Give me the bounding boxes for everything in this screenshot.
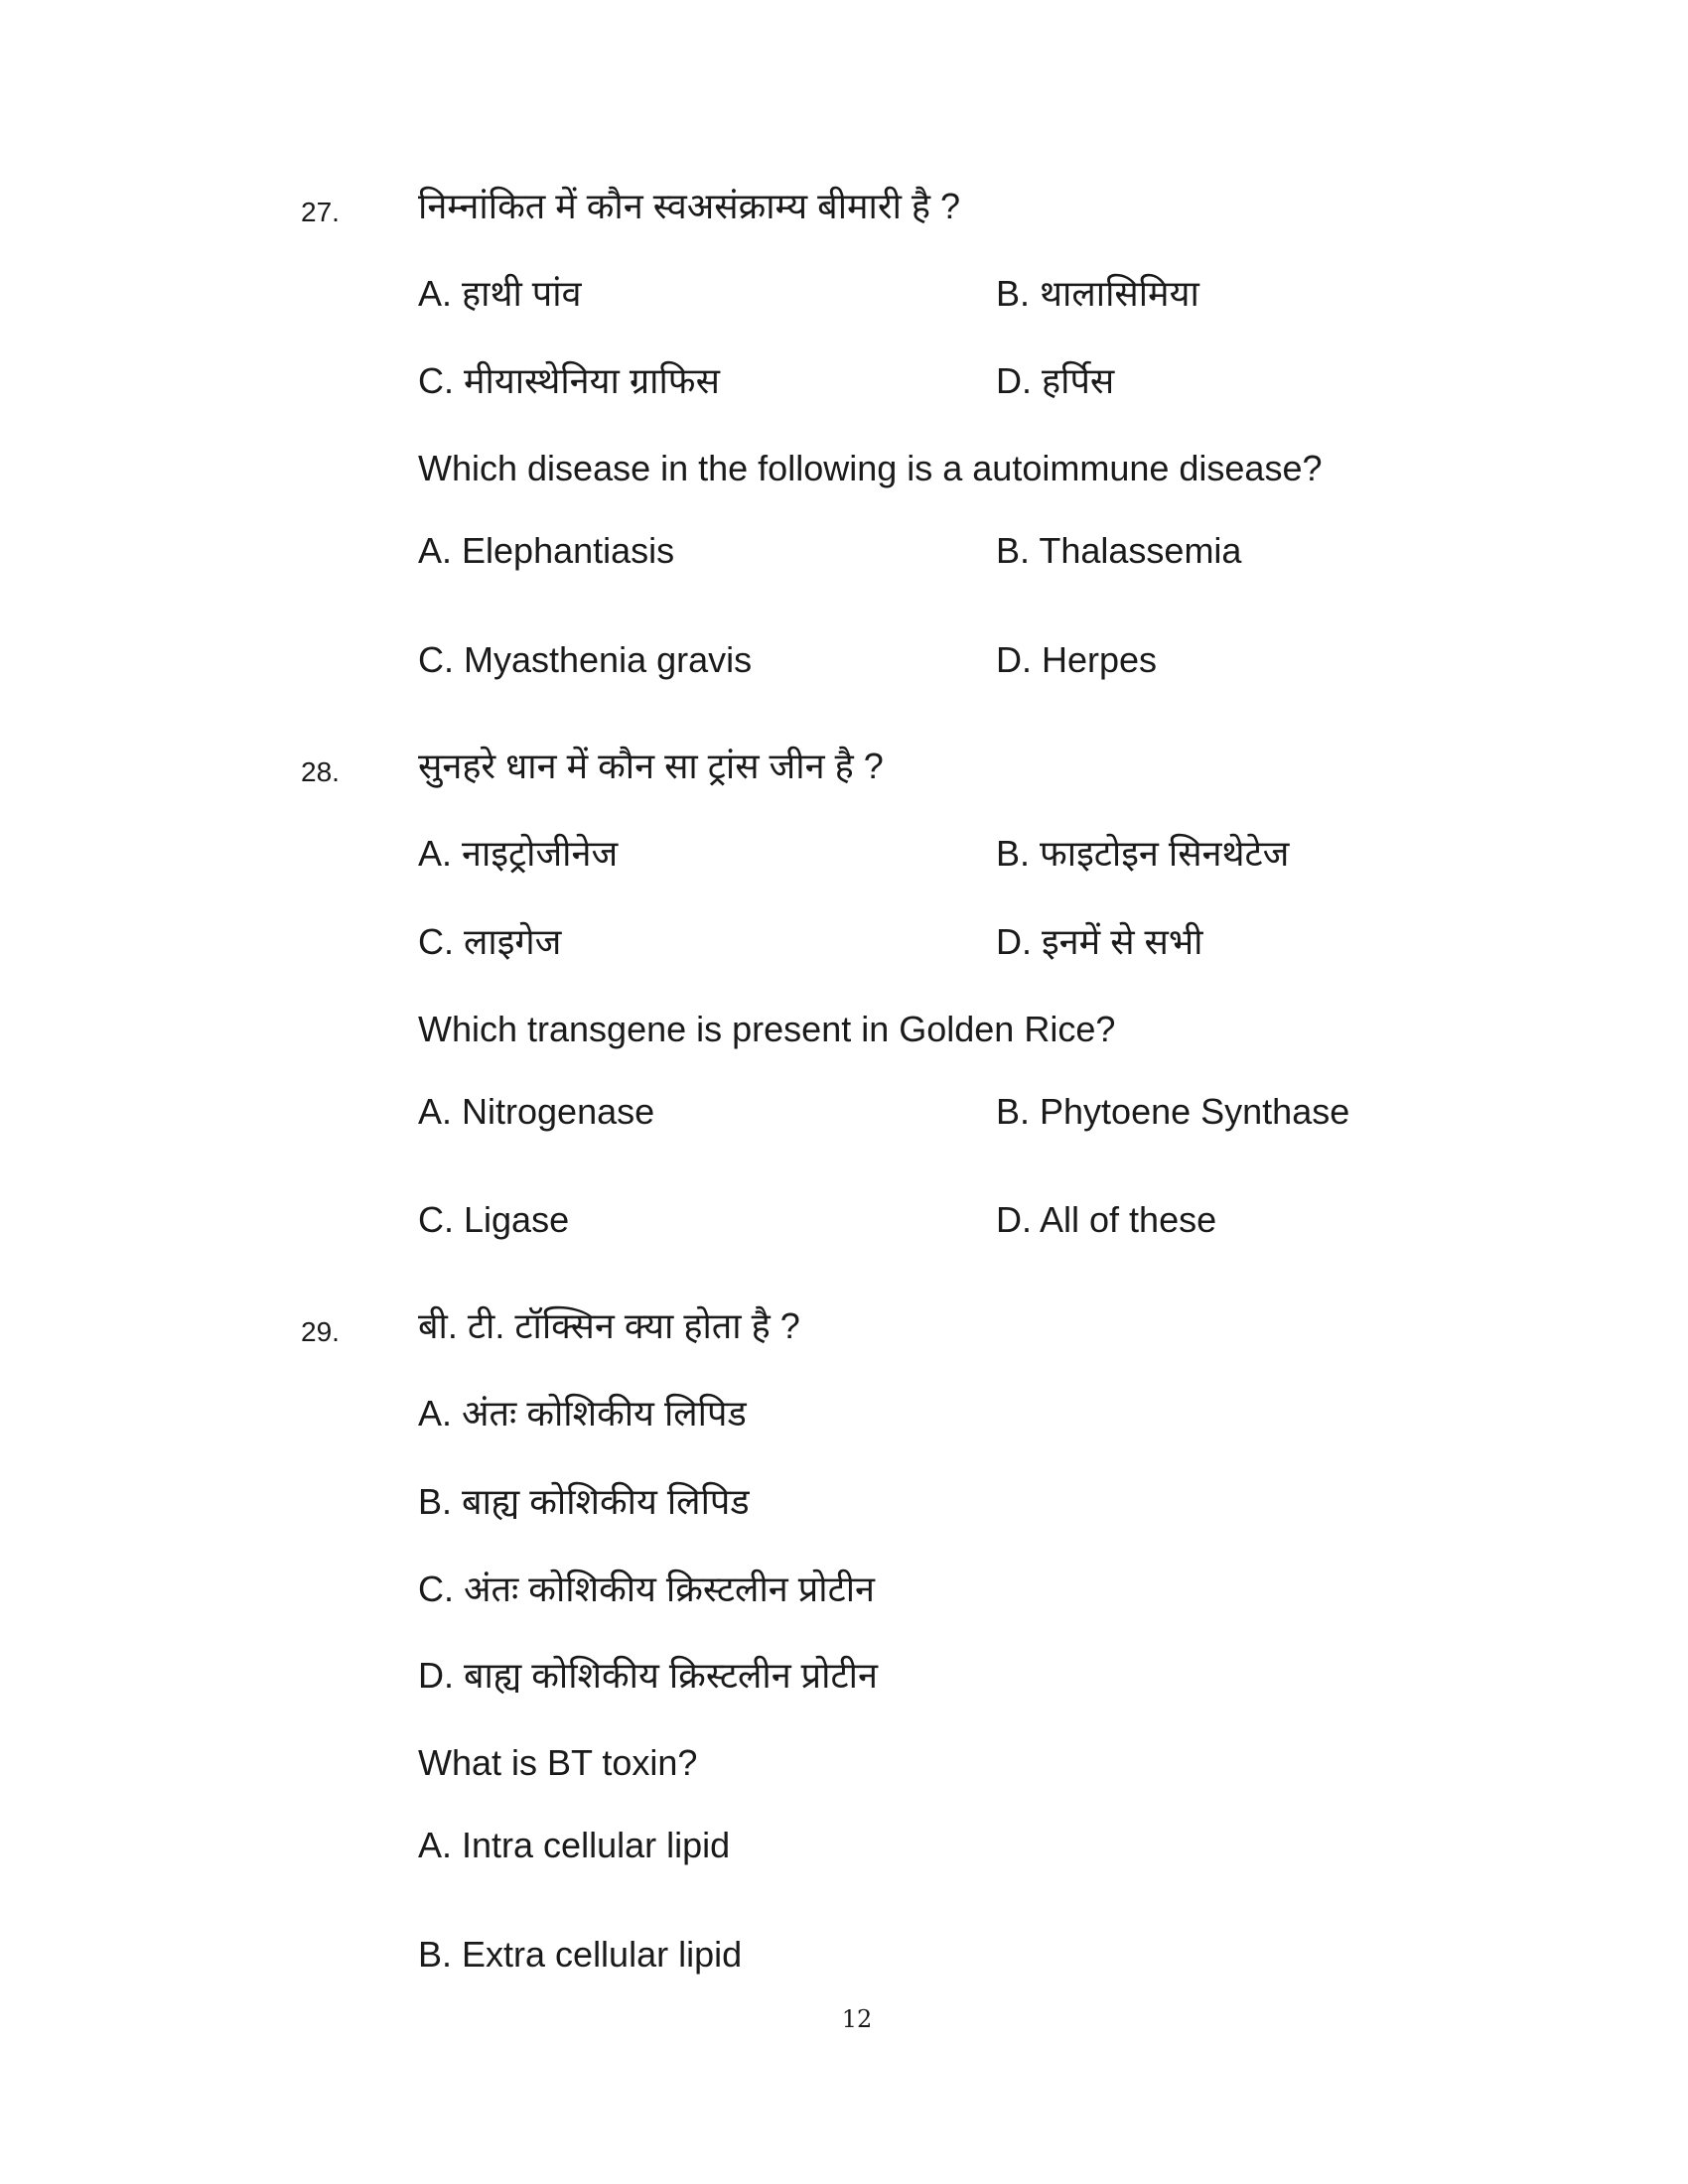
option-hindi-c: C. अंतः कोशिकीय क्रिस्टलीन प्रोटीन [418, 1569, 876, 1609]
question-hindi: निम्नांकित में कौन स्वअसंक्राम्य बीमारी है ? [418, 186, 961, 226]
question-hindi: बी. टी. टॉक्सिन क्या होता है ? [418, 1305, 800, 1346]
option-english-a: A. Elephantiasis [418, 530, 675, 571]
option-hindi-d: D. बाह्य कोशिकीय क्रिस्टलीन प्रोटीन [418, 1655, 878, 1696]
option-hindi-c: C. लाइगेज [418, 921, 562, 962]
question-number: 27. [301, 197, 340, 227]
option-hindi-a: A. हाथी पांव [418, 273, 582, 314]
question-english: Which disease in the following is a autoimmune disease? [418, 448, 1323, 488]
option-hindi-b: B. बाह्य कोशिकीय लिपिड [418, 1481, 750, 1522]
question-english: Which transgene is present in Golden Rice? [418, 1009, 1116, 1049]
page-number: 12 [841, 2005, 873, 2033]
question-hindi: सुनहरे धान में कौन सा ट्रांस जीन है ? [418, 746, 884, 786]
option-hindi-a: A. नाइट्रोजीनेज [418, 833, 619, 874]
option-english-d: D. All of these [996, 1199, 1217, 1240]
option-english-d: D. Herpes [996, 639, 1158, 680]
question-number: 29. [301, 1316, 340, 1347]
option-hindi-b: B. फाइटोइन सिनथेटेज [996, 833, 1290, 874]
option-hindi-b: B. थालासिमिया [996, 273, 1199, 314]
option-english-a: A. Nitrogenase [418, 1091, 655, 1132]
option-hindi-c: C. मीयास्थेनिया ग्राफिस [418, 360, 720, 401]
option-hindi-a: A. अंतः कोशिकीय लिपिड [418, 1393, 747, 1433]
option-hindi-d: D. हर्पिस [996, 360, 1115, 401]
option-english-b: B. Thalassemia [996, 530, 1242, 571]
option-hindi-d: D. इनमें से सभी [996, 921, 1203, 962]
option-english-c: C. Myasthenia gravis [418, 639, 753, 680]
option-english-c: C. Ligase [418, 1199, 570, 1240]
option-english-a: A. Intra cellular lipid [418, 1825, 731, 1865]
question-number: 28. [301, 756, 340, 787]
question-english: What is BT toxin? [418, 1742, 698, 1783]
option-english-b: B. Phytoene Synthase [996, 1091, 1350, 1132]
option-english-b: B. Extra cellular lipid [418, 1934, 743, 1975]
